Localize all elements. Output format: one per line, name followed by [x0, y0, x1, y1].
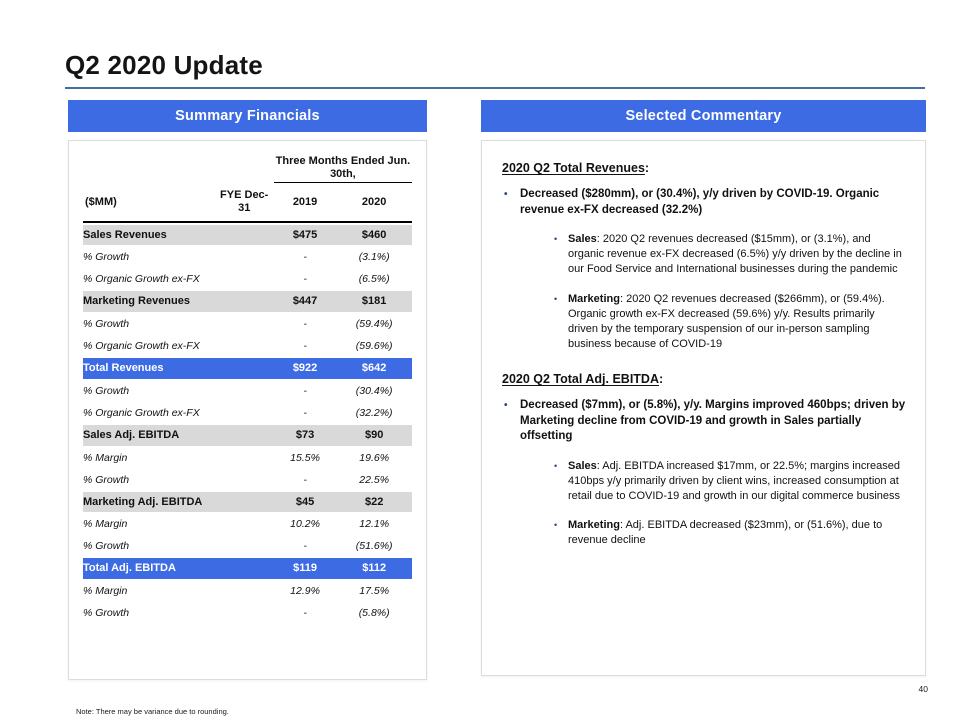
row-label: % Growth	[83, 317, 130, 330]
selected-commentary-header: Selected Commentary	[481, 100, 926, 132]
commentary-sub-bullet: • Sales: Adj. EBITDA increased $17mm, or 22.5%; margins increased 410bps y/y primarily driven by client wins, increased consumption at retail due to COVID-19 and growth in our digital commerce business	[554, 459, 907, 505]
cell-fye	[215, 381, 274, 401]
cell-2020: 12.1%	[359, 518, 390, 531]
cell-fye	[215, 581, 274, 601]
summary-financials-header: Summary Financials	[68, 100, 427, 132]
col-header-unit: ($MM)	[83, 185, 215, 222]
cell-2019: $447	[274, 291, 337, 312]
page-title: Q2 2020 Update	[65, 50, 263, 80]
title-underline	[65, 87, 925, 89]
cell-2020: $90	[336, 425, 412, 446]
row-label: % Margin	[83, 451, 128, 464]
cell-2020: $181	[336, 291, 412, 312]
commentary-section	[502, 372, 907, 548]
cell-2020: 17.5%	[359, 585, 390, 598]
row-label: Sales Revenues	[83, 225, 215, 246]
bullet-icon: •	[554, 234, 558, 245]
cell-2020: (32.2%)	[355, 406, 393, 419]
cell-fye	[215, 425, 274, 446]
cell-2019: $922	[274, 358, 337, 379]
selected-commentary-panel	[481, 100, 926, 676]
row-label: % Growth	[83, 473, 130, 486]
commentary-section-heading: 2020 Q2 Total Adj. EBITDA:	[502, 372, 664, 387]
commentary-bullet: • Decreased ($7mm), or (5.8%), y/y. Margins improved 460bps; driven by Marketing decline from COVID-19 and growth in Sales partially offsetting	[504, 398, 907, 445]
commentary-sub-bullet: • Sales: 2020 Q2 revenues decreased ($15mm), or (3.1%), and organic revenue ex-FX decreased (6.5%) y/y driven by the decline in our Food Service and International businesses during the pandemic	[554, 232, 907, 278]
cell-2020: (5.8%)	[358, 607, 390, 620]
cell-2019: $45	[274, 492, 337, 513]
table-row	[83, 536, 412, 556]
cell-2019: $475	[274, 225, 337, 246]
cell-fye	[215, 470, 274, 490]
col-header-fye: FYE Dec-31	[215, 185, 274, 222]
bullet-icon: •	[554, 520, 558, 531]
table-row	[83, 514, 412, 534]
table-row	[83, 470, 412, 490]
row-label: % Margin	[83, 518, 128, 531]
financials-table-rows	[83, 225, 412, 624]
col-header-2019: 2019	[274, 185, 337, 222]
col-header-2020: 2020	[336, 185, 412, 222]
cell-fye	[215, 536, 274, 556]
table-row	[83, 581, 412, 601]
cell-fye	[215, 291, 274, 312]
cell-2019: 12.9%	[290, 585, 320, 598]
cell-2019: 15.5%	[290, 451, 320, 464]
cell-2020: $22	[336, 492, 412, 513]
bullet-icon: •	[554, 460, 558, 471]
cell-fye	[215, 358, 274, 379]
cell-2019: -	[303, 317, 307, 330]
table-row	[83, 403, 412, 423]
table-row	[83, 358, 412, 379]
row-label: Total Adj. EBITDA	[83, 558, 215, 579]
commentary-body	[481, 140, 926, 676]
table-row	[83, 492, 412, 513]
row-label: % Margin	[83, 585, 128, 598]
table-row	[83, 603, 412, 623]
cell-2020: $112	[336, 558, 412, 579]
cell-2019: -	[303, 473, 307, 486]
summary-financials-body	[68, 140, 427, 680]
cell-fye	[215, 492, 274, 513]
commentary-section	[502, 161, 907, 352]
cell-fye	[215, 247, 274, 267]
table-span-header-row	[83, 155, 412, 183]
cell-fye	[215, 603, 274, 623]
commentary-sub-bullet: • Marketing: 2020 Q2 revenues decreased ($266mm), or (59.4%). Organic growth ex-FX decreased (59.6%) y/y. Results primarily driven by the temporary suspension of our in-person sampling business because of COVID-19	[554, 292, 907, 353]
bullet-icon: •	[504, 400, 508, 412]
cell-2020: (51.6%)	[355, 540, 393, 553]
cell-2019: $73	[274, 425, 337, 446]
table-row	[83, 314, 412, 334]
commentary-sub-bullet: • Marketing: Adj. EBITDA decreased ($23mm), or (51.6%), due to revenue decline	[554, 518, 907, 548]
cell-2019: 10.2%	[290, 518, 320, 531]
cell-fye	[215, 314, 274, 334]
row-label: Marketing Revenues	[83, 291, 215, 312]
footnote: Note: There may be variance due to rounding.	[76, 707, 229, 716]
cell-2019: -	[303, 273, 307, 286]
commentary-bullet: • Decreased ($280mm), or (30.4%), y/y driven by COVID-19. Organic revenue ex-FX decreased (32.2%)	[504, 187, 907, 218]
cell-2019: -	[303, 251, 307, 264]
cell-fye	[215, 403, 274, 423]
cell-fye	[215, 225, 274, 246]
cell-2020: (30.4%)	[355, 384, 393, 397]
row-label: % Growth	[83, 540, 130, 553]
table-row	[83, 247, 412, 267]
row-label: Total Revenues	[83, 358, 215, 379]
table-row	[83, 381, 412, 401]
cell-2020: (6.5%)	[358, 273, 390, 286]
cell-2020: (3.1%)	[358, 251, 390, 264]
table-row	[83, 336, 412, 356]
table-row	[83, 558, 412, 579]
cell-fye	[215, 336, 274, 356]
row-label: Sales Adj. EBITDA	[83, 425, 215, 446]
cell-2020: $642	[336, 358, 412, 379]
table-row	[83, 448, 412, 468]
cell-2019: $119	[274, 558, 337, 579]
table-column-header-row	[83, 185, 412, 222]
row-label: % Organic Growth ex-FX	[83, 273, 200, 286]
table-row	[83, 425, 412, 446]
bullet-icon: •	[504, 189, 508, 200]
table-row	[83, 291, 412, 312]
cell-fye	[215, 448, 274, 468]
cell-fye	[215, 514, 274, 534]
span-header-label: Three Months Ended Jun. 30th,	[274, 155, 412, 183]
cell-2020: $460	[336, 225, 412, 246]
row-label: % Growth	[83, 607, 130, 620]
table-row	[83, 225, 412, 246]
row-label: % Growth	[83, 384, 130, 397]
cell-2019: -	[303, 540, 307, 553]
row-label: % Organic Growth ex-FX	[83, 406, 200, 419]
cell-2019: -	[303, 607, 307, 620]
bullet-icon: •	[554, 293, 558, 304]
cell-2020: (59.6%)	[355, 340, 393, 353]
cell-2019: -	[303, 340, 307, 353]
cell-2020: (59.4%)	[355, 317, 393, 330]
row-label: % Organic Growth ex-FX	[83, 340, 200, 353]
cell-fye	[215, 269, 274, 289]
commentary-section-heading: 2020 Q2 Total Revenues:	[502, 161, 650, 175]
cell-fye	[215, 558, 274, 579]
cell-2020: 19.6%	[359, 451, 390, 464]
summary-financials-panel	[68, 100, 427, 680]
financials-table	[83, 153, 412, 625]
cell-2020: 22.5%	[359, 473, 390, 486]
row-label: Marketing Adj. EBITDA	[83, 492, 215, 513]
row-label: % Growth	[83, 251, 130, 264]
table-row	[83, 269, 412, 289]
page-number: 40	[918, 684, 928, 694]
cell-2019: -	[303, 384, 307, 397]
cell-2019: -	[303, 406, 307, 419]
